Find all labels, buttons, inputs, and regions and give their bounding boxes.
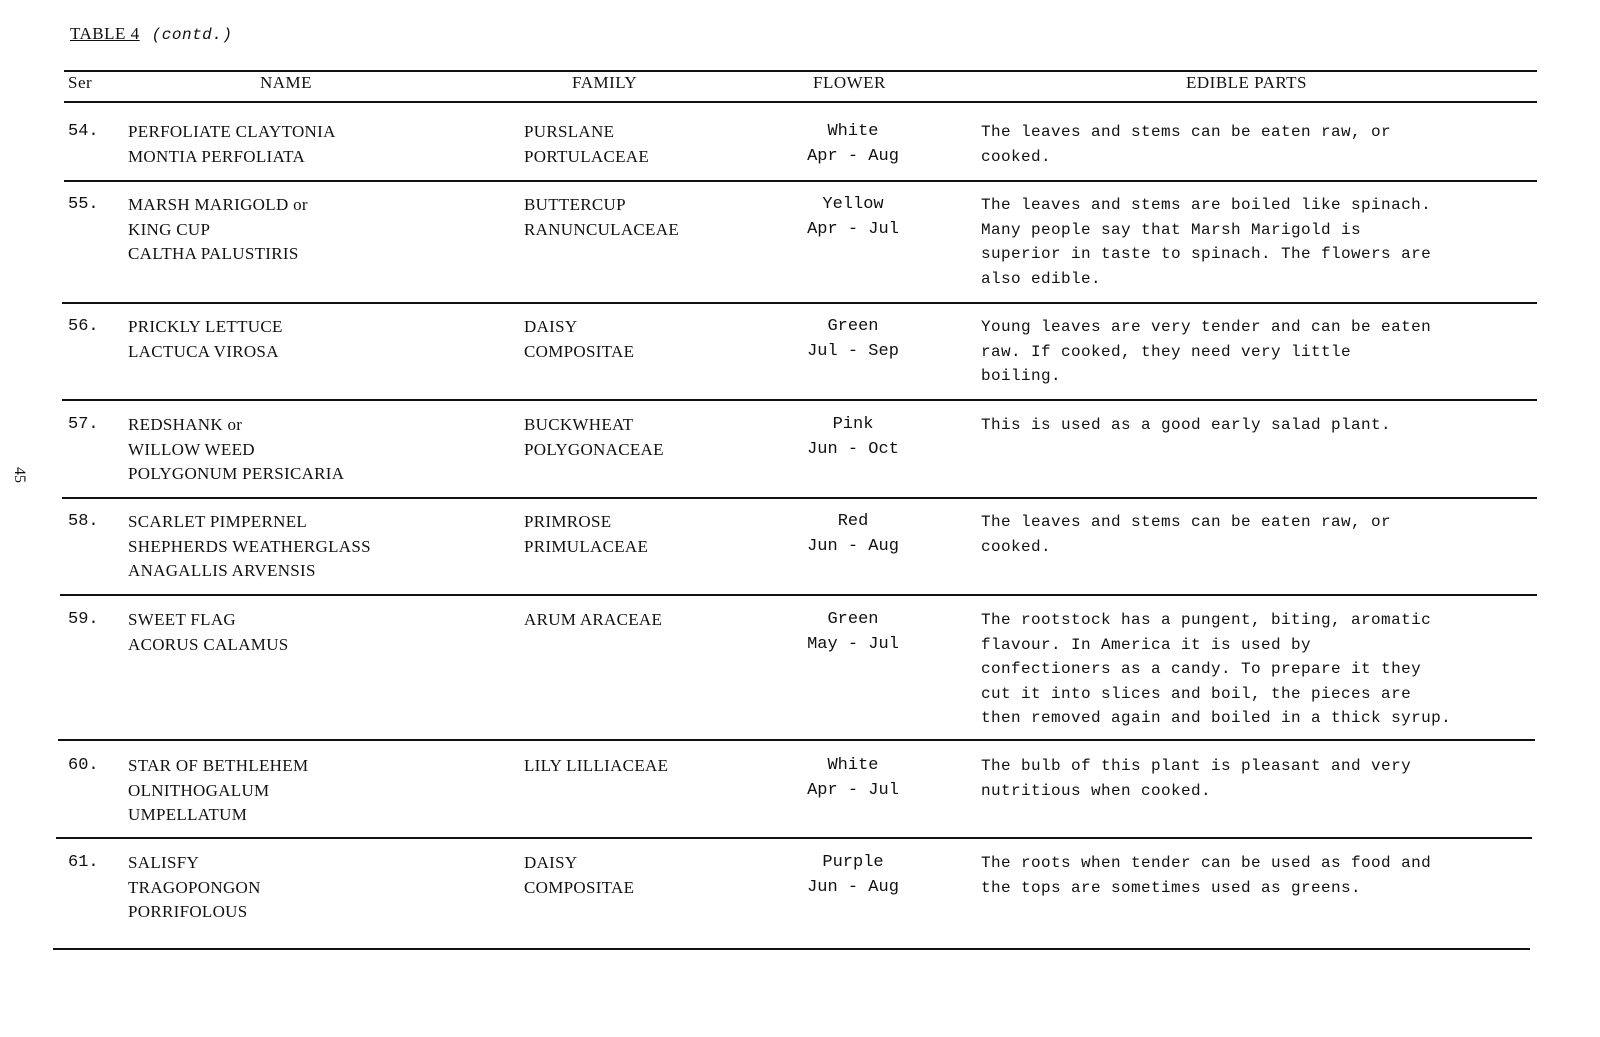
flower-line: Apr - Jul bbox=[807, 219, 899, 239]
name-line: SHEPHERDS WEATHERGLASS bbox=[128, 536, 371, 556]
cell-edible bbox=[981, 608, 1561, 731]
cell-ser: 56. bbox=[68, 317, 99, 336]
table-bottom-rule bbox=[53, 948, 1530, 950]
row-separator bbox=[62, 399, 1537, 401]
name-line: SALISFY bbox=[128, 853, 200, 872]
cell-edible bbox=[981, 315, 1561, 389]
edible-line: cooked. bbox=[981, 147, 1052, 166]
family-line: COMPOSITAE bbox=[524, 877, 635, 897]
name-line: TRAGOPONGON bbox=[128, 877, 261, 897]
cell-flower bbox=[778, 413, 928, 462]
edible-line: The leaves and stems can be eaten raw, or bbox=[981, 513, 1392, 531]
family-line: COMPOSITAE bbox=[524, 341, 635, 361]
edible-line: This is used as a good early salad plant. bbox=[981, 416, 1392, 434]
header-ser: Ser bbox=[68, 73, 93, 92]
flower-line: Purple bbox=[822, 853, 884, 872]
family-line: PORTULACEAE bbox=[524, 146, 650, 166]
edible-line: flavour. In America it is used by bbox=[981, 635, 1312, 654]
flower-line: White bbox=[827, 122, 879, 141]
family-line: DAISY bbox=[524, 317, 578, 336]
name-line: PRICKLY LETTUCE bbox=[128, 317, 283, 336]
cell-edible bbox=[981, 754, 1561, 803]
cell-name bbox=[128, 754, 508, 828]
edible-line: Many people say that Marsh Marigold is bbox=[981, 220, 1362, 239]
flower-line: Jul - Sep bbox=[807, 341, 899, 361]
family-line: DAISY bbox=[524, 853, 578, 872]
name-line: ANAGALLIS ARVENSIS bbox=[128, 561, 316, 580]
name-line: UMPELLATUM bbox=[128, 805, 248, 824]
cell-family bbox=[524, 851, 774, 900]
cell-family bbox=[524, 120, 774, 169]
family-line: ARUM ARACEAE bbox=[524, 610, 663, 629]
edible-line: The leaves and stems can be eaten raw, or bbox=[981, 123, 1392, 141]
cell-ser: 54. bbox=[68, 122, 99, 141]
header-family: FAMILY bbox=[572, 73, 638, 92]
family-line: BUCKWHEAT bbox=[524, 415, 634, 434]
cell-family bbox=[524, 754, 774, 779]
flower-line: Green bbox=[827, 317, 879, 336]
cell-flower bbox=[778, 851, 928, 900]
flower-line: White bbox=[827, 756, 879, 775]
name-line: SWEET FLAG bbox=[128, 610, 236, 629]
header-name: NAME bbox=[260, 73, 313, 92]
flower-line: Red bbox=[837, 512, 869, 531]
family-line: POLYGONACEAE bbox=[524, 439, 664, 459]
edible-line: The leaves and stems are boiled like spinach. bbox=[981, 196, 1432, 214]
name-line: OLNITHOGALUM bbox=[128, 780, 270, 800]
cell-flower bbox=[778, 315, 928, 364]
name-line: KING CUP bbox=[128, 219, 211, 239]
edible-line: The roots when tender can be used as food and bbox=[981, 854, 1432, 872]
family-line: BUTTERCUP bbox=[524, 195, 626, 214]
edible-line: Young leaves are very tender and can be eaten bbox=[981, 318, 1432, 336]
flower-line: Jun - Aug bbox=[807, 877, 899, 897]
family-line: PRIMULACEAE bbox=[524, 536, 649, 556]
edible-line: raw. If cooked, they need very little bbox=[981, 342, 1352, 361]
row-separator bbox=[64, 180, 1537, 182]
row-separator bbox=[60, 594, 1537, 596]
cell-ser: 55. bbox=[68, 195, 99, 214]
edible-line: then removed again and boiled in a thick syrup. bbox=[981, 709, 1452, 727]
edible-line: The bulb of this plant is pleasant and very bbox=[981, 757, 1412, 775]
edible-line: boiling. bbox=[981, 367, 1062, 385]
cell-flower bbox=[778, 120, 928, 169]
flower-line: Apr - Jul bbox=[807, 780, 899, 800]
name-line: CALTHA PALUSTIRIS bbox=[128, 244, 299, 263]
cell-name bbox=[128, 851, 508, 925]
family-line: PURSLANE bbox=[524, 122, 615, 141]
cell-name bbox=[128, 413, 508, 487]
cell-edible bbox=[981, 193, 1561, 291]
cell-ser: 60. bbox=[68, 756, 99, 775]
cell-family bbox=[524, 413, 774, 462]
cell-name bbox=[128, 120, 508, 169]
row-separator bbox=[62, 302, 1537, 304]
name-line: POLYGONUM PERSICARIA bbox=[128, 464, 345, 483]
flower-line: Yellow bbox=[822, 195, 884, 214]
cell-family bbox=[524, 608, 774, 633]
edible-line: confectioners as a candy. To prepare it they bbox=[981, 660, 1422, 678]
edible-line: The rootstock has a pungent, biting, aromatic bbox=[981, 611, 1432, 629]
row-separator bbox=[56, 837, 1532, 839]
family-line: LILY LILLIACEAE bbox=[524, 756, 669, 775]
name-line: STAR OF BETHLEHEM bbox=[128, 756, 309, 775]
flower-line: Green bbox=[827, 610, 879, 629]
cell-family bbox=[524, 510, 774, 559]
edible-line: also edible. bbox=[981, 269, 1102, 288]
edible-line: cooked. bbox=[981, 537, 1052, 556]
cell-edible bbox=[981, 851, 1561, 900]
flower-line: Jun - Oct bbox=[807, 439, 899, 459]
header-flower: FLOWER bbox=[813, 73, 886, 92]
cell-edible bbox=[981, 120, 1561, 169]
edible-line: nutritious when cooked. bbox=[981, 781, 1212, 800]
name-line: REDSHANK or bbox=[128, 415, 243, 434]
cell-edible bbox=[981, 510, 1561, 559]
name-line: MARSH MARIGOLD or bbox=[128, 195, 308, 214]
page-number: 45 bbox=[11, 467, 28, 483]
table-title: TABLE 4 bbox=[70, 24, 140, 43]
cell-flower bbox=[778, 510, 928, 559]
cell-name bbox=[128, 608, 508, 657]
cell-name bbox=[128, 510, 508, 584]
edible-line: the tops are sometimes used as greens. bbox=[981, 878, 1362, 897]
cell-ser: 57. bbox=[68, 415, 99, 434]
row-separator bbox=[58, 739, 1535, 741]
cell-flower bbox=[778, 193, 928, 242]
cell-name bbox=[128, 315, 508, 364]
name-line: LACTUCA VIROSA bbox=[128, 341, 279, 361]
flower-line: Apr - Aug bbox=[807, 146, 899, 166]
flower-line: Pink bbox=[832, 415, 874, 434]
cell-ser: 61. bbox=[68, 853, 99, 872]
name-line: ACORUS CALAMUS bbox=[128, 634, 289, 654]
name-line: MONTIA PERFOLIATA bbox=[128, 146, 306, 166]
cell-flower bbox=[778, 754, 928, 803]
header-top-rule bbox=[64, 70, 1537, 72]
header-edible-parts: EDIBLE PARTS bbox=[1186, 73, 1308, 92]
cell-ser: 59. bbox=[68, 610, 99, 629]
edible-line: superior in taste to spinach. The flowers are bbox=[981, 245, 1432, 263]
family-line: PRIMROSE bbox=[524, 512, 612, 531]
cell-family bbox=[524, 193, 774, 242]
header-bottom-rule bbox=[64, 101, 1537, 103]
flower-line: May - Jul bbox=[807, 634, 899, 654]
cell-name bbox=[128, 193, 508, 267]
name-line: PORRIFOLOUS bbox=[128, 902, 248, 921]
cell-edible bbox=[981, 413, 1561, 438]
name-line: PERFOLIATE CLAYTONIA bbox=[128, 122, 336, 141]
cell-flower bbox=[778, 608, 928, 657]
cell-ser: 58. bbox=[68, 512, 99, 531]
family-line: RANUNCULACEAE bbox=[524, 219, 680, 239]
cell-family bbox=[524, 315, 774, 364]
table-caption bbox=[70, 24, 232, 45]
name-line: SCARLET PIMPERNEL bbox=[128, 512, 308, 531]
flower-line: Jun - Aug bbox=[807, 536, 899, 556]
row-separator bbox=[62, 497, 1537, 499]
name-line: WILLOW WEED bbox=[128, 439, 255, 459]
table-subtitle: (contd.) bbox=[151, 26, 233, 44]
edible-line: cut it into slices and boil, the pieces are bbox=[981, 684, 1412, 703]
